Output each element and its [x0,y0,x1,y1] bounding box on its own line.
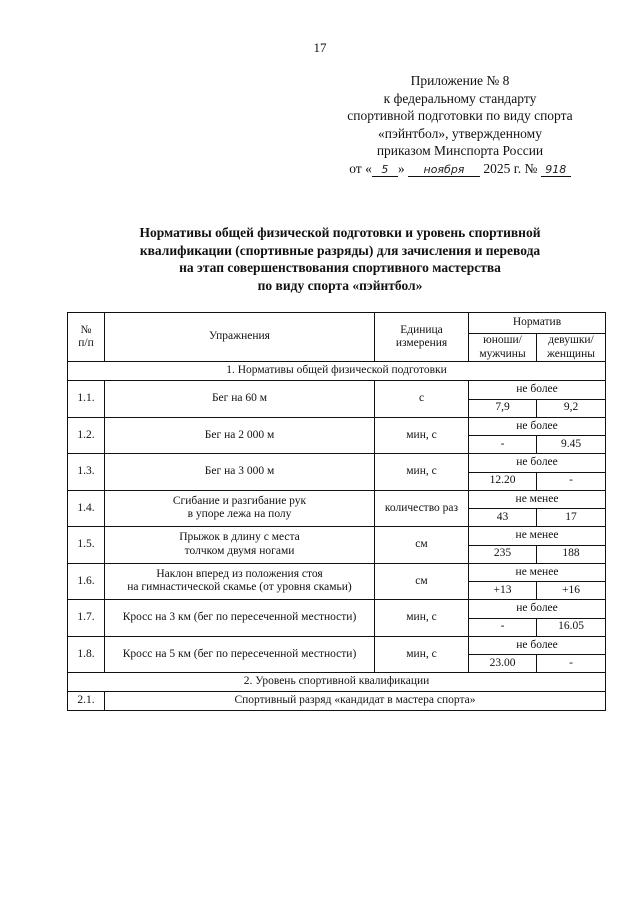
date-prefix: от « [349,160,372,176]
header-unit: Единица измерения [375,313,469,362]
title-line: по виду спорта «пэйнтбол» [257,277,423,293]
unit-cell: мин, с [375,417,469,454]
row-number: 1.7. [68,600,105,637]
table-row [68,636,606,655]
value-boys: 12.20 [469,472,537,490]
row-number: 1.6. [68,563,105,600]
value-girls: +16 [537,582,606,600]
exercise-name [105,600,375,637]
unit-cell: см [375,563,469,600]
norm-condition: не более [469,417,606,436]
exercise-name-line: в упоре лежа на полу [187,508,292,521]
exercise-name-line: Кросс на 3 км (бег по пересеченной местности) [122,611,357,623]
title-line: на этап совершенствования спортивного мастерства [179,260,501,275]
exercise-name-line: Кросс на 5 км (бег по пересеченной местности) [122,647,357,660]
table-row [68,527,606,546]
exercise-name-line: на гимнастической скамье (от уровня скамьи) [127,581,352,594]
document-title [90,224,590,294]
exercise-name [105,563,375,600]
norm-condition: не более [469,381,606,400]
appendix-line: «пэйнтбол», утвержденному [378,125,542,141]
unit-cell: см [375,527,469,564]
value-boys: +13 [469,582,537,600]
appendix-title: Приложение № 8 [410,73,510,88]
unit-cell: с [375,381,469,418]
value-girls: 188 [537,545,606,563]
table-row [68,454,606,473]
section-row [68,362,606,381]
unit-cell: количество раз [375,490,469,527]
norm-condition: не более [469,636,606,655]
table-header-row [68,313,606,334]
row-number: 1.2. [68,417,105,454]
row-number: 1.4. [68,490,105,527]
row-number: 1.8. [68,636,105,673]
value-girls: 16.05 [537,618,606,636]
exercise-name [105,417,375,454]
table-row [68,417,606,436]
title-line: Нормативы общей физической подготовки и уровень спортивной [139,225,541,240]
exercise-name [105,636,375,673]
handwritten-month: ноября [408,161,480,177]
norms-table [67,312,606,711]
table-row [68,692,606,711]
value-girls: 9,2 [537,399,606,417]
row-number: 1.5. [68,527,105,564]
value-girls: 9.45 [537,436,606,454]
section-title: 2. Уровень спортивной квалификации [68,673,606,692]
exercise-name [105,527,375,564]
header-norm: Норматив [469,313,606,334]
header-exercise: Упражнения [105,313,375,362]
table-row [68,563,606,582]
row-number: 1.1. [68,381,105,418]
page-number: 17 [313,40,327,55]
unit-cell: мин, с [375,600,469,637]
exercise-name-line: Бег на 60 м [211,392,268,404]
value-boys: 7,9 [469,399,537,417]
appendix-line: приказом Минспорта России [376,143,544,158]
title-line: квалификации (спортивные разряды) для зачисления и перевода [139,242,541,258]
value-boys: 235 [469,545,537,563]
value-boys: - [469,618,537,636]
date-year: 2025 г. № [483,160,538,176]
handwritten-order-number: 918 [541,161,571,177]
header-num: № п/п [68,313,105,362]
table-row [68,490,606,509]
table-row [68,600,606,619]
value-boys: 43 [469,509,537,527]
date-mid: » [397,160,405,176]
exercise-name-line: Бег на 2 000 м [204,428,275,441]
exercise-name-line: Наклон вперед из положения стоя [156,567,323,580]
norm-condition: не более [469,600,606,619]
appendix-line: к федеральному стандарту [383,90,537,106]
exercise-name-line: Прыжок в длину с места [179,531,300,544]
exercise-name [105,454,375,491]
value-boys: - [469,436,537,454]
section-title: 1. Нормативы общей физической подготовки [68,362,606,381]
table-row [68,381,606,400]
row-number: 2.1. [68,692,105,711]
row-number: 1.3. [68,454,105,491]
value-girls: 17 [537,509,606,527]
appendix-line: спортивной подготовки по виду спорта [347,108,573,123]
qualification-text: Спортивный разряд «кандидат в мастера спорта» [105,692,606,711]
section-row [68,673,606,692]
exercise-name-line: Сгибание и разгибание рук [172,494,307,507]
value-girls: - [537,655,606,673]
norm-condition: не менее [469,527,606,546]
exercise-name [105,381,375,418]
norm-condition: не менее [469,563,606,582]
value-boys: 23.00 [469,655,537,673]
unit-cell: мин, с [375,454,469,491]
header-girls: девушки/ женщины [537,334,606,362]
exercise-name-line: толчком двумя ногами [184,544,295,557]
value-girls: - [537,472,606,490]
order-date-line [330,160,590,178]
exercise-name [105,490,375,527]
norm-condition: не менее [469,490,606,509]
header-boys: юноши/ мужчины [469,334,537,362]
handwritten-day: 5 [372,161,398,177]
exercise-name-line: Бег на 3 000 м [204,465,275,477]
norm-condition: не более [469,454,606,473]
unit-cell: мин, с [375,636,469,673]
appendix-header [330,72,590,177]
